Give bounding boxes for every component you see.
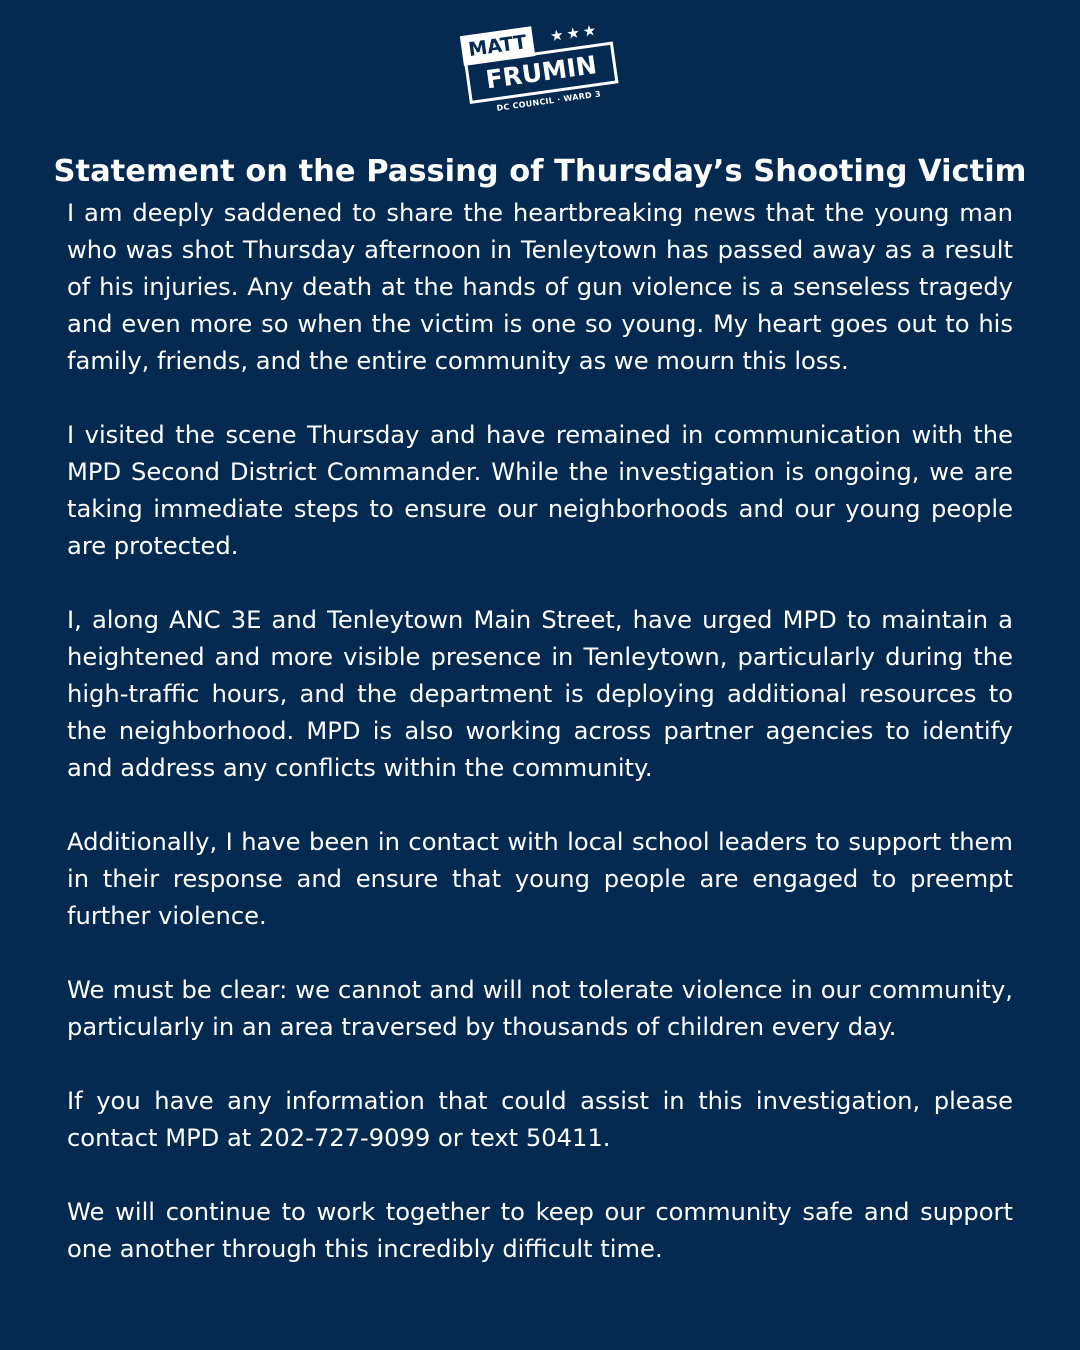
paragraph-3: I, along ANC 3E and Tenleytown Main Street, have urged MPD to maintain a heightened and more visible presence in Tenleytown, particularly during the high-traffic hours, and the department is deploying additional resources to the neighborhood. MPD is also working across partner agencies to identify and address any conflicts within the community. [67,606,1013,782]
paragraph-2: I visited the scene Thursday and have remained in communication with the MPD Second District Commander. While the investigation is ongoing, we are taking immediate steps to ensure our neighborhoods and our young people are protected. [67,421,1013,560]
paragraph-4: Additionally, I have been in contact with local school leaders to support them in their response and ensure that young people are engaged to preempt further violence. [67,828,1013,930]
logo-subtitle: DC COUNCIL · WARD 3 [496,89,602,113]
campaign-logo [462,20,618,116]
paragraph-7: We will continue to work together to keep our community safe and support one another through this incredibly difficult time. [67,1198,1013,1263]
paragraph-6: If you have any information that could assist in this investigation, please contact MPD at 202-727-9099 or text 50411. [67,1087,1013,1152]
paragraph-1: I am deeply saddened to share the heartbreaking news that the young man who was shot Thursday afternoon in Tenleytown has passed away as a result of his injuries. Any death at the hands of gun violence is a senseless tragedy and even more so when the victim is one so young. My heart goes out to his family, friends, and the entire community as we mourn this loss. [67,199,1013,375]
paragraph-5: We must be clear: we cannot and will not tolerate violence in our community, particularly in an area traversed by thousands of children every day. [67,976,1013,1041]
statement-body [67,195,1013,1305]
logo-stars-icon: ★★★ [548,20,601,46]
logo-first-name: MATT [460,26,535,66]
statement-title: Statement on the Passing of Thursday’s Shooting Victim [53,154,1027,189]
logo-last-name: FRUMIN [464,42,618,104]
